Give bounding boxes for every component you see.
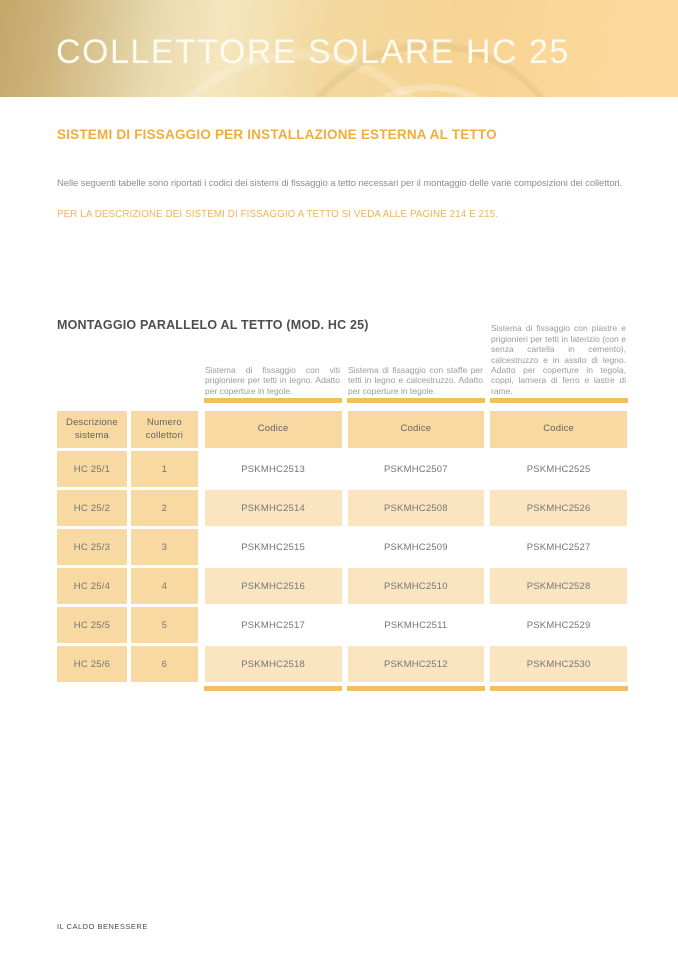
table-row xyxy=(57,607,627,643)
collectors-cell: 6 xyxy=(131,646,198,682)
system-cell: HC 25/2 xyxy=(57,490,127,526)
code-cell: PSKMHC2517 xyxy=(205,607,342,643)
codice-underline-bar xyxy=(347,686,485,691)
system-cell: HC 25/3 xyxy=(57,529,127,565)
code-cell: PSKMHC2528 xyxy=(490,568,627,604)
footer-slogan: IL CALDO BENESSERE xyxy=(57,922,148,931)
codice-underline-bar xyxy=(347,398,485,403)
page-title: COLLETTORE SOLARE HC 25 xyxy=(56,33,570,71)
code-cell: PSKMHC2508 xyxy=(348,490,485,526)
section-heading: SISTEMI DI FISSAGGIO PER INSTALLAZIONE ESTERNA AL TETTO xyxy=(57,127,497,142)
header-banner xyxy=(0,0,678,97)
column-description-3: Sistema di fissaggio con piastre e prigionieri per tetti in laterizio (con e senza cartella in cemento), calcestruzzo e in assito di legno. Adatto per coperture in tegola, coppi, lamiera di ferro e lastre di rame. xyxy=(491,323,626,396)
code-cell: PSKMHC2518 xyxy=(205,646,342,682)
system-cell: HC 25/6 xyxy=(57,646,127,682)
codice-underline-bar xyxy=(204,398,342,403)
header-codice-1: Codice xyxy=(205,411,342,448)
table-section-title: MONTAGGIO PARALLELO AL TETTO (MOD. HC 25) xyxy=(57,318,369,332)
header-codice-3: Codice xyxy=(490,411,627,448)
table-row xyxy=(57,646,627,682)
code-cell: PSKMHC2526 xyxy=(490,490,627,526)
codice-underline-bar xyxy=(490,398,628,403)
code-cell: PSKMHC2513 xyxy=(205,451,342,487)
code-cell: PSKMHC2530 xyxy=(490,646,627,682)
header-codice-2: Codice xyxy=(348,411,485,448)
table-row xyxy=(57,568,627,604)
collectors-cell: 4 xyxy=(131,568,198,604)
collectors-cell: 3 xyxy=(131,529,198,565)
collectors-cell: 2 xyxy=(131,490,198,526)
code-cell: PSKMHC2509 xyxy=(348,529,485,565)
code-cell: PSKMHC2507 xyxy=(348,451,485,487)
code-cell: PSKMHC2529 xyxy=(490,607,627,643)
code-cell: PSKMHC2514 xyxy=(205,490,342,526)
column-description-2: Sistema di fissaggio con staffe per tetti in legno e calcestruzzo. Adatto per coperture in tegole. xyxy=(348,364,483,396)
code-cell: PSKMHC2512 xyxy=(348,646,485,682)
code-cell: PSKMHC2525 xyxy=(490,451,627,487)
code-cell: PSKMHC2516 xyxy=(205,568,342,604)
collectors-cell: 5 xyxy=(131,607,198,643)
code-cell: PSKMHC2515 xyxy=(205,529,342,565)
column-description-1: Sistema di fissaggio con viti prigioniere per tetti in legno. Adatto per coperture in tegole. xyxy=(205,364,340,396)
codice-underline-bar xyxy=(204,686,342,691)
header-numero-collettori: Numero collettori xyxy=(131,411,198,448)
system-cell: HC 25/5 xyxy=(57,607,127,643)
fixing-systems-table xyxy=(57,411,627,685)
intro-paragraph: Nelle seguenti tabelle sono riportati i codici dei sistemi di fissaggio a tetto necessari per il montaggio delle varie composizioni dei collettori. xyxy=(57,178,623,189)
system-cell: HC 25/4 xyxy=(57,568,127,604)
table-row xyxy=(57,529,627,565)
table-header-row xyxy=(57,411,627,448)
header-descrizione-sistema: Descrizione sistema xyxy=(57,411,127,448)
table-row xyxy=(57,451,627,487)
system-cell: HC 25/1 xyxy=(57,451,127,487)
reference-note: PER LA DESCRIZIONE DEI SISTEMI DI FISSAGGIO A TETTO SI VEDA ALLE PAGINE 214 E 215. xyxy=(57,209,499,220)
code-cell: PSKMHC2510 xyxy=(348,568,485,604)
code-cell: PSKMHC2527 xyxy=(490,529,627,565)
code-cell: PSKMHC2511 xyxy=(348,607,485,643)
table-row xyxy=(57,490,627,526)
collectors-cell: 1 xyxy=(131,451,198,487)
codice-underline-bar xyxy=(490,686,628,691)
